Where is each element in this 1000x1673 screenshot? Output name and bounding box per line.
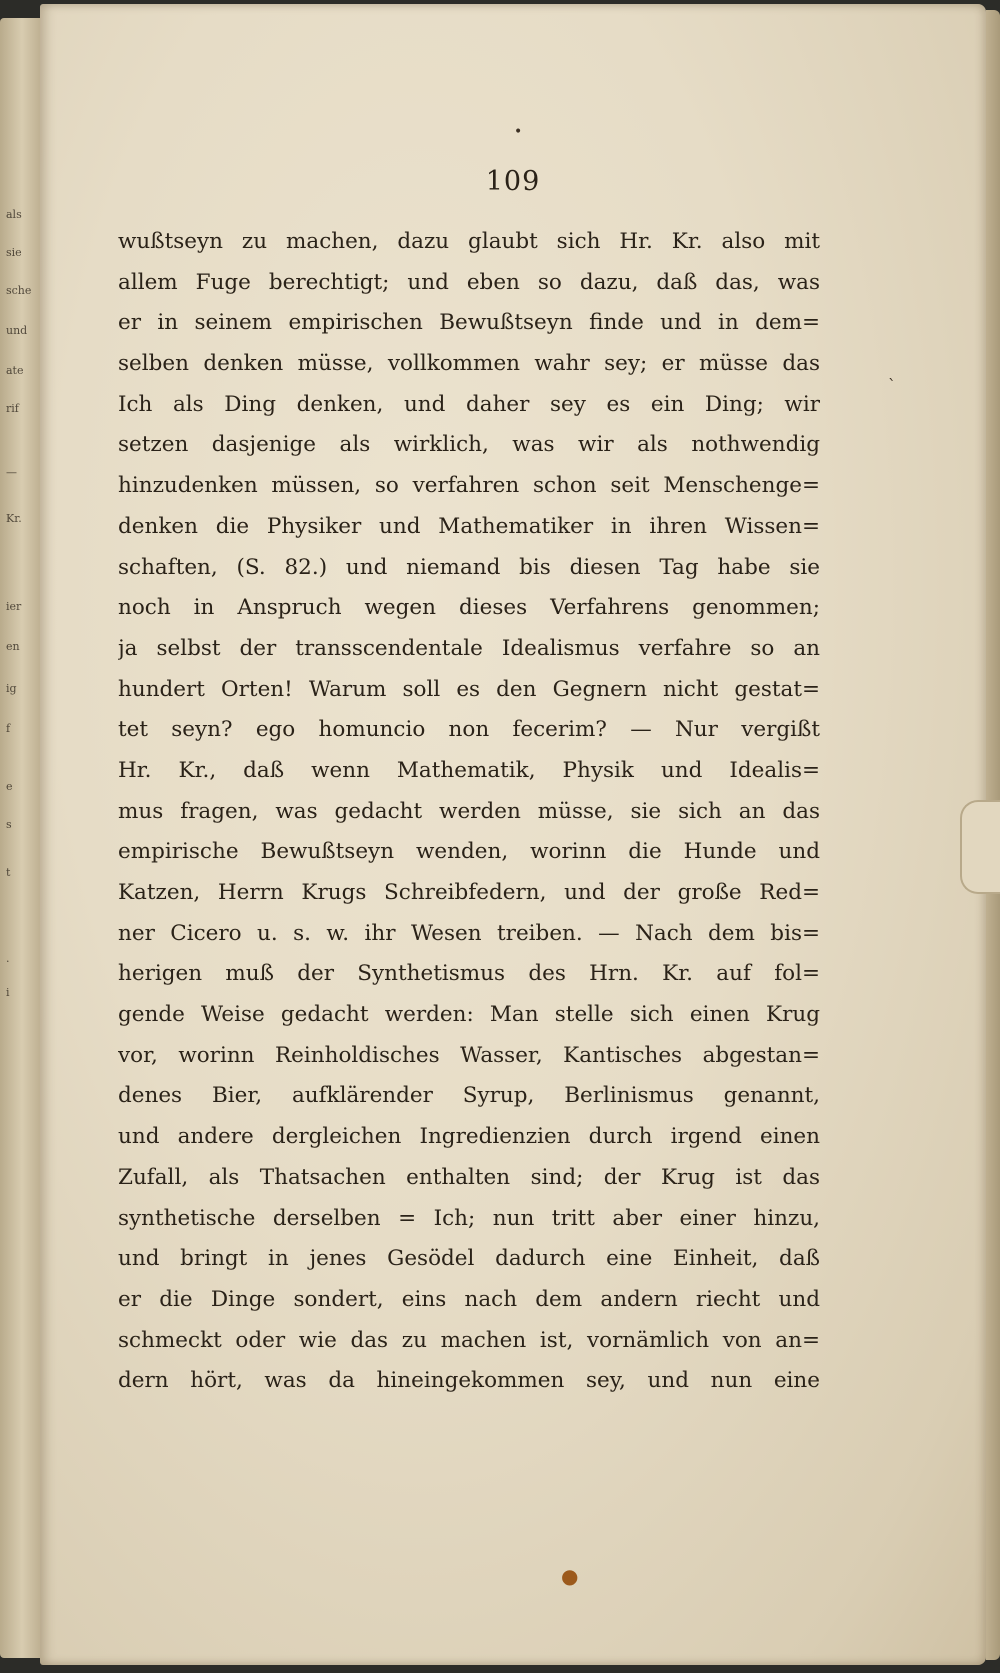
left-page-fragment: sie xyxy=(6,246,22,259)
text-line: schmeckt oder wie das zu machen ist, vornämlich von an= xyxy=(118,1327,820,1353)
margin-tick-icon: ˋ xyxy=(888,376,896,395)
page-tab xyxy=(960,800,1000,894)
text-line: vor, worinn Reinholdisches Wasser, Kantisches abgestan= xyxy=(118,1042,820,1068)
text-line: hundert Orten! Warum soll es den Gegnern nicht gestat= xyxy=(118,676,820,702)
text-line: mus fragen, was gedacht werden müsse, sie sich an das xyxy=(118,798,820,824)
text-line: er in seinem empirischen Bewußtseyn finde und in dem= xyxy=(118,310,820,336)
left-page-fragment: sche xyxy=(6,284,32,297)
left-page-fragment: und xyxy=(6,324,28,337)
left-page-fragment: ig xyxy=(6,682,17,695)
text-line: Katzen, Herrn Krugs Schreibfedern, und der große Red= xyxy=(118,880,820,905)
left-page-fragment: en xyxy=(6,640,20,653)
text-line: ja selbst der transscendentale Idealismus verfahre so an xyxy=(118,635,820,661)
text-line: herigen muß der Synthetismus des Hrn. Kr. auf fol= xyxy=(118,961,820,987)
ink-spot-icon: ● xyxy=(561,1564,579,1588)
text-line: Zufall, als Thatsachen enthalten sind; der Krug ist das xyxy=(118,1164,820,1190)
left-page-fragment: . xyxy=(6,952,10,965)
left-page-fragment: rif xyxy=(6,402,19,415)
text-line: und bringt in jenes Gesödel dadurch eine Einheit, daß xyxy=(118,1246,820,1272)
text-line: noch in Anspruch wegen dieses Verfahrens genommen; xyxy=(118,595,820,621)
text-line: tet seyn? ego homuncio non fecerim? — Nur vergißt xyxy=(118,717,820,743)
left-page-fragment: f xyxy=(6,722,11,735)
text-line: hinzudenken müssen, so verfahren schon seit Menschenge= xyxy=(118,473,820,499)
left-page-fragment: — xyxy=(6,466,17,479)
body-text xyxy=(118,222,820,1402)
left-page-sliver xyxy=(0,18,40,1658)
text-line: ner Cicero u. s. w. ihr Wesen treiben. — Nach dem bis= xyxy=(118,920,820,946)
book-page xyxy=(40,4,986,1665)
text-line: gende Weise gedacht werden: Man stelle sich einen Krug xyxy=(118,1002,820,1028)
left-page-fragment: t xyxy=(6,866,11,879)
text-line: denken die Physiker und Mathematiker in ihren Wissen= xyxy=(118,513,820,539)
text-line: selben denken müsse, vollkommen wahr sey; er müsse das xyxy=(118,351,820,377)
text-line: und andere dergleichen Ingredienzien durch irgend einen xyxy=(118,1124,820,1150)
page-number: 109 xyxy=(485,166,541,197)
left-page-fragment: als xyxy=(6,208,22,221)
text-line: Ich als Ding denken, und daher sey es ein Ding; wir xyxy=(118,391,820,417)
text-line: wußtseyn zu machen, dazu glaubt sich Hr. Kr. also mit xyxy=(118,229,820,254)
text-line: er die Dinge sondert, eins nach dem andern riecht und xyxy=(118,1286,820,1312)
text-line: empirische Bewußtseyn wenden, worinn die Hunde und xyxy=(118,839,820,865)
text-line: Hr. Kr., daß wenn Mathematik, Physik und Idealis= xyxy=(118,757,820,783)
text-line: dern hört, was da hineingekommen sey, und nun eine xyxy=(118,1368,820,1394)
left-page-fragment: Kr. xyxy=(6,512,22,525)
left-page-fragment: ier xyxy=(6,600,22,613)
left-page-fragment: i xyxy=(6,986,10,999)
left-page-fragment: s xyxy=(6,818,12,831)
text-line: schaften, (S. 82.) und niemand bis diesen Tag habe sie xyxy=(118,554,820,580)
text-line: denes Bier, aufklärender Syrup, Berlinismus genannt, xyxy=(118,1083,820,1109)
text-line: setzen dasjenige als wirklich, was wir als nothwendig xyxy=(118,432,820,458)
left-page-fragment: ate xyxy=(6,364,24,377)
printer-mark-icon: • xyxy=(514,124,523,140)
text-line: synthetische derselben = Ich; nun tritt aber einer hinzu, xyxy=(118,1205,820,1231)
text-line: allem Fuge berechtigt; und eben so dazu, daß das, was xyxy=(118,269,820,295)
left-page-fragment: e xyxy=(6,780,13,793)
